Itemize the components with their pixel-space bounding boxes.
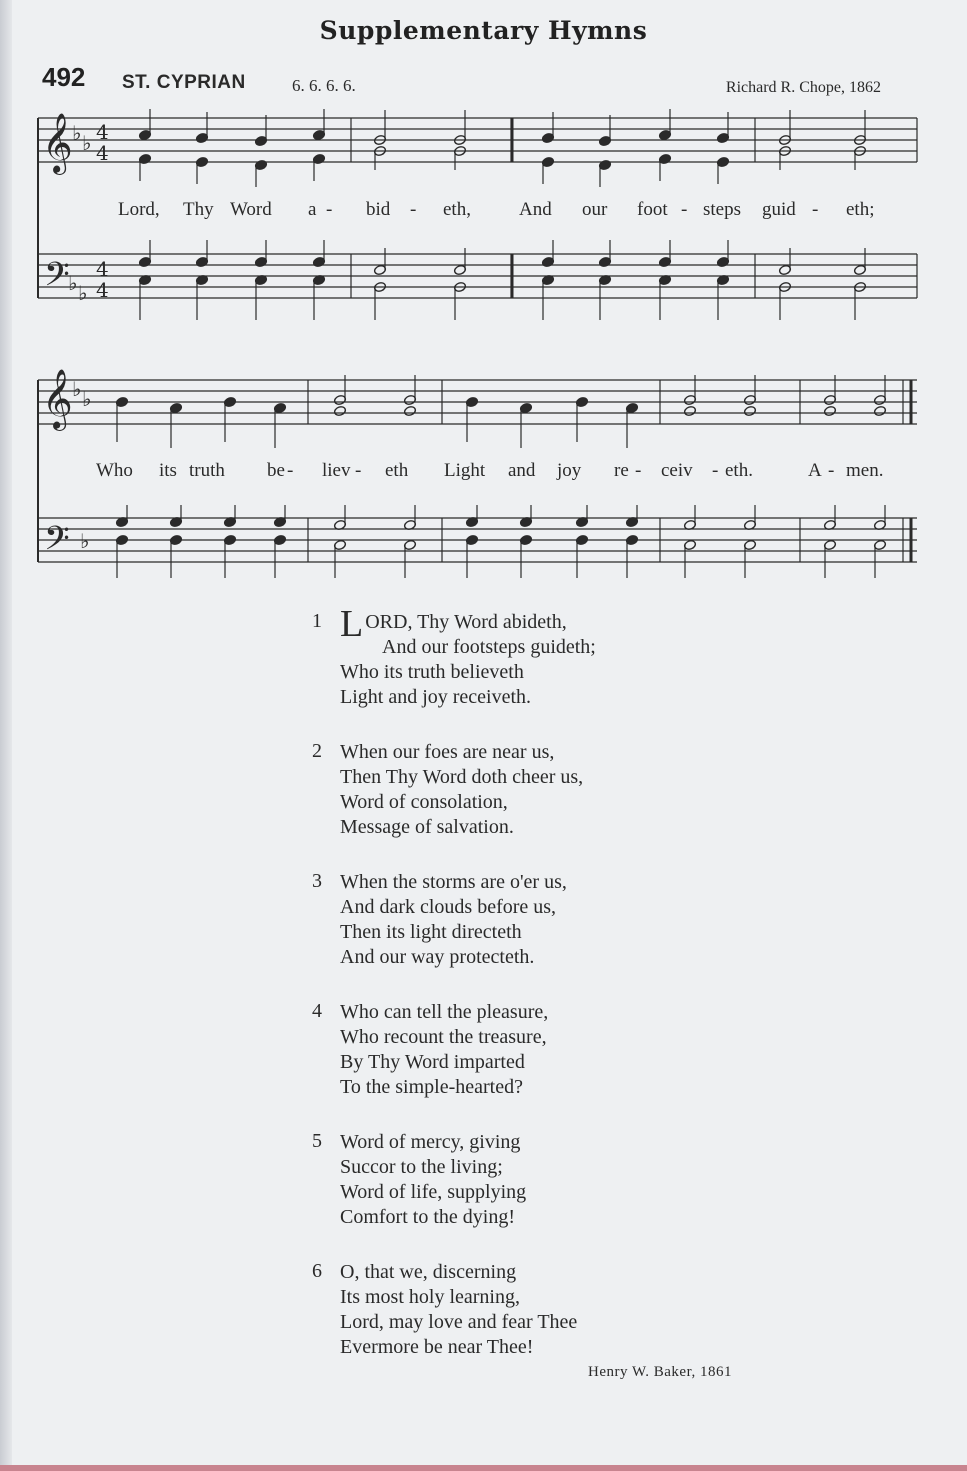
lyric-syllable: -: [712, 460, 719, 481]
verse-line: Who its truth believeth: [340, 661, 524, 683]
verse-line: By Thy Word imparted: [340, 1051, 525, 1073]
time-signature: 4: [96, 141, 109, 165]
lyric-syllable: re: [614, 460, 629, 481]
lyric-syllable: ceiv: [661, 460, 693, 481]
flat-icon: ♭: [72, 121, 82, 145]
lyric-syllable: truth: [189, 460, 225, 481]
verse-line: Succor to the living;: [340, 1156, 503, 1178]
verse-line: O, that we, discerning: [340, 1261, 517, 1283]
notehead: [823, 405, 836, 416]
lyric-syllable: bid: [366, 199, 391, 220]
verse: [312, 740, 732, 840]
verse-line: Comfort to the dying!: [340, 1206, 515, 1228]
lyric-syllable: men.: [846, 460, 884, 481]
verse-line-rest: ORD, Thy Word abideth,: [365, 611, 567, 633]
lyric-syllable: eth: [385, 460, 409, 481]
lyric-syllable: our: [582, 199, 608, 220]
verse-line: To the simple-hearted?: [340, 1076, 523, 1098]
drop-cap: L: [340, 603, 364, 645]
verse-line: Then its light directeth: [340, 921, 522, 943]
verse: [312, 603, 732, 710]
lyric-syllable: its: [159, 460, 177, 481]
lyric-syllable: -: [355, 460, 362, 481]
verse-line: Who can tell the pleasure,: [340, 1001, 549, 1023]
lyric-syllable: be: [267, 460, 285, 481]
verse-number: 3: [312, 870, 322, 892]
verse-number: 2: [312, 740, 322, 762]
lyric-syllable: steps: [703, 199, 741, 220]
tune-name: ST. CYPRIAN: [122, 72, 246, 93]
lyric-syllable: -: [635, 460, 642, 481]
author-credit: Henry W. Baker, 1861: [588, 1364, 732, 1380]
verse-number: 5: [312, 1130, 322, 1152]
time-signature: 4: [96, 120, 109, 144]
verse-line: When our foes are near us,: [340, 741, 555, 763]
lyric-syllable: Light: [444, 460, 486, 481]
notehead: [333, 405, 346, 416]
flat-icon: ♭: [80, 529, 90, 553]
notehead: [403, 405, 416, 416]
bass-clef-icon: 𝄢: [44, 256, 70, 302]
time-signature: 4: [96, 257, 109, 281]
lyric-syllable: guid: [762, 199, 796, 220]
verse: [312, 1260, 732, 1360]
verse-line: Who recount the treasure,: [340, 1026, 547, 1048]
verse-line: And our footsteps guideth;: [382, 636, 596, 658]
verse-number: 4: [312, 1000, 322, 1022]
verse: [312, 1130, 732, 1230]
verse-line: Message of salvation.: [340, 816, 514, 838]
page-bottom-edge: [0, 1465, 967, 1471]
verse-line: When the storms are o'er us,: [340, 871, 567, 893]
treble-clef-icon: 𝄞: [42, 113, 73, 173]
verse-line: And dark clouds before us,: [340, 896, 557, 918]
lyric-syllable: Who: [96, 460, 133, 481]
lyric-syllable: a: [308, 199, 317, 220]
bass-clef-icon: 𝄢: [44, 520, 70, 566]
lyric-syllable: -: [828, 460, 835, 481]
lyric-syllable: -: [410, 199, 417, 220]
flat-icon: ♭: [72, 377, 82, 401]
lyric-syllable: foot: [637, 199, 668, 220]
lyric-syllable: Thy: [183, 199, 214, 220]
verse-line: Light and joy receiveth.: [340, 686, 532, 708]
verse-line: [340, 603, 732, 645]
lyric-syllable: And: [519, 199, 552, 220]
lyric-syllable: -: [812, 199, 819, 220]
verse-line: Its most holy learning,: [340, 1286, 520, 1308]
verse-line: Lord, may love and fear Thee: [340, 1311, 578, 1333]
verse-line: And our way protecteth.: [340, 946, 535, 968]
verse-line: Evermore be near Thee!: [340, 1336, 534, 1358]
lyric-syllable: and: [508, 460, 536, 481]
verse-number: 1: [312, 610, 322, 632]
flat-icon: ♭: [82, 131, 92, 155]
flat-icon: ♭: [82, 387, 92, 411]
time-signature: 4: [96, 278, 109, 302]
lyric-syllable: -: [326, 199, 333, 220]
lyric-syllable: A: [808, 460, 822, 481]
verse: [312, 1000, 732, 1100]
lyric-syllable: Word: [230, 199, 272, 220]
running-head: Supplementary Hymns: [319, 16, 648, 45]
verse-line: Then Thy Word doth cheer us,: [340, 766, 584, 788]
meter: 6. 6. 6. 6.: [292, 76, 356, 95]
lyric-syllable: eth,: [443, 199, 471, 220]
verse: [312, 870, 732, 970]
verse-number: 6: [312, 1260, 322, 1282]
lyric-syllable: liev: [322, 460, 351, 481]
verses: [312, 603, 732, 1390]
lyric-syllable: joy: [557, 460, 582, 481]
flat-icon: ♭: [68, 271, 78, 295]
music-score: [0, 0, 967, 600]
hymn-number: 492: [42, 62, 86, 92]
verse-line: Word of consolation,: [340, 791, 508, 813]
treble-clef-icon: 𝄞: [42, 369, 73, 429]
notehead: [743, 405, 756, 416]
verse-line: Word of life, supplying: [340, 1181, 527, 1203]
lyric-syllable: eth.: [725, 460, 753, 481]
lyric-syllable: eth;: [846, 199, 875, 220]
lyric-syllable: -: [681, 199, 688, 220]
notehead: [683, 405, 696, 416]
verse-line: Word of mercy, giving: [340, 1131, 521, 1153]
flat-icon: ♭: [78, 281, 88, 305]
composer-credit: Richard R. Chope, 1862: [725, 79, 881, 96]
lyric-syllable: -: [287, 460, 294, 481]
notehead: [873, 405, 886, 416]
lyric-syllable: Lord,: [118, 199, 160, 220]
